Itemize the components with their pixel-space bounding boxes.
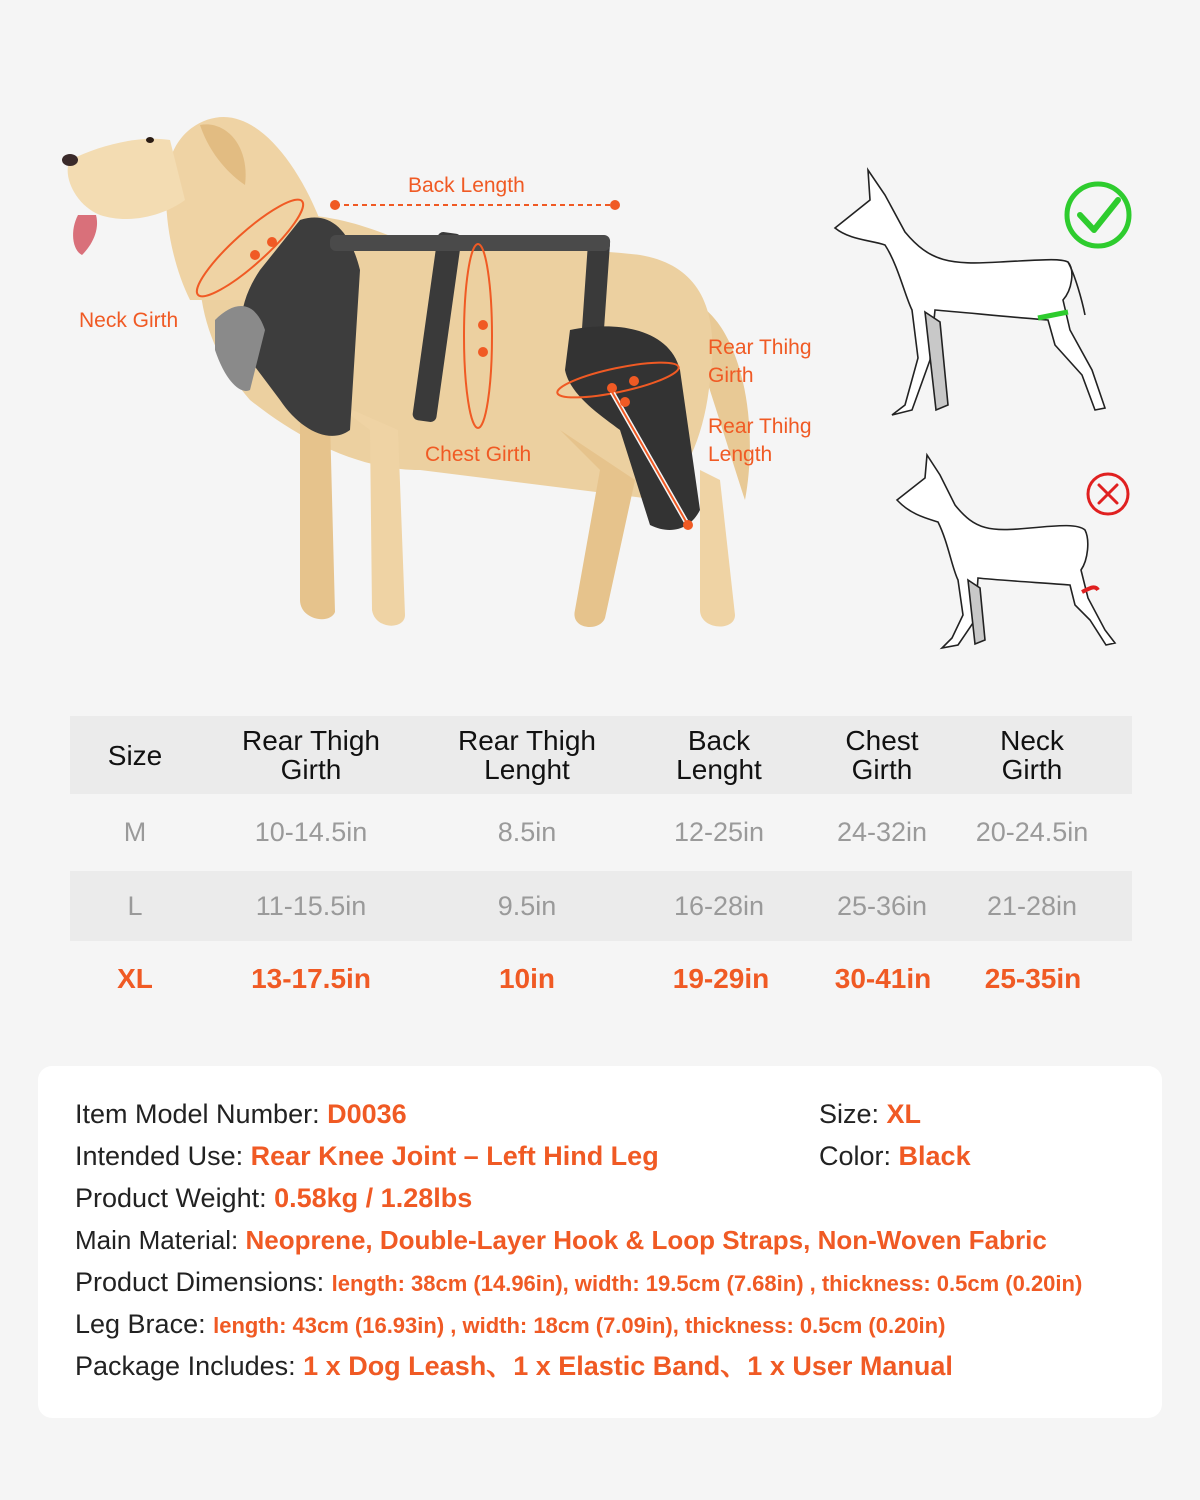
rear-thigh-length-label-line1: Rear Thihg: [708, 415, 812, 438]
info-product-dimensions: Product Dimensions: length: 38cm (14.96in), width: 19.5cm (7.68in) , thickness: 0.5cm (0.20in): [75, 1267, 1083, 1297]
x-circle-icon: [1088, 474, 1128, 514]
rear-thigh-girth-label-line1: Rear Thihg: [708, 336, 812, 359]
cell-rear-thigh-girth: 11-15.5in: [255, 890, 367, 921]
cell-neck-girth: 25-35in: [984, 963, 1082, 994]
cell-rear-thigh-length: 9.5in: [497, 890, 557, 921]
correct-placement-dog: [835, 170, 1105, 415]
info-color: Color: Black: [819, 1141, 971, 1171]
back-length-label: Back Length: [408, 174, 525, 197]
table-row: [70, 871, 1132, 941]
rear-thigh-girth-label-line2: Girth: [708, 364, 754, 387]
cell-rear-thigh-girth: 13-17.5in: [251, 963, 371, 994]
info-model-number: Item Model Number: D0036: [75, 1099, 407, 1129]
cell-chest-girth: 24-32in: [836, 816, 928, 847]
header-back-length: Back Lenght: [676, 725, 762, 785]
info-size: Size: XL: [819, 1099, 922, 1129]
cell-rear-thigh-length: 8.5in: [497, 816, 557, 847]
header-rear-thigh-girth: Rear Thigh Girth: [241, 725, 381, 785]
rear-thigh-length-label: [708, 413, 812, 469]
cell-chest-girth: 25-36in: [836, 890, 928, 921]
cell-back-length: 12-25in: [673, 816, 765, 847]
header-chest-girth: Chest Girth: [845, 725, 919, 785]
cell-size: L: [127, 890, 143, 921]
measurement-figure: [0, 0, 1200, 690]
header-size: Size: [107, 739, 163, 771]
cell-neck-girth: 20-24.5in: [975, 816, 1089, 847]
info-package-includes: Package Includes: 1 x Dog Leash、1 x Elastic Band、1 x User Manual: [75, 1351, 953, 1381]
info-intended-use: Intended Use: Rear Knee Joint – Left Hind Leg: [75, 1141, 659, 1171]
cell-rear-thigh-length: 10in: [498, 963, 556, 994]
header-neck-girth: Neck Girth: [1000, 725, 1064, 785]
cell-neck-girth: 21-28in: [986, 890, 1078, 921]
table-row-highlighted: [70, 941, 1132, 1017]
info-leg-brace: Leg Brace: length: 43cm (16.93in) , width: 18cm (7.09in), thickness: 0.5cm (0.20in): [75, 1309, 946, 1339]
check-circle-icon: [1067, 184, 1129, 246]
cell-chest-girth: 30-41in: [834, 963, 932, 994]
rear-thigh-girth-label: [708, 334, 812, 390]
table-header-row: [70, 716, 1132, 794]
cell-size: M: [123, 816, 147, 847]
cell-back-length: 19-29in: [672, 963, 770, 994]
cell-back-length: 16-28in: [673, 890, 765, 921]
size-chart-table: [70, 716, 1132, 1017]
cell-size: XL: [117, 963, 153, 994]
header-rear-thigh-length: Rear Thigh Lenght: [457, 725, 597, 785]
cell-rear-thigh-girth: 10-14.5in: [254, 816, 368, 847]
info-main-material: Main Material: Neoprene, Double-Layer Hook & Loop Straps, Non-Woven Fabric: [75, 1225, 1047, 1255]
product-info-card: [38, 1066, 1162, 1418]
info-product-weight: Product Weight: 0.58kg / 1.28lbs: [75, 1183, 473, 1213]
rear-thigh-length-label-line2: Length: [708, 443, 773, 466]
neck-girth-label: Neck Girth: [79, 309, 179, 332]
incorrect-placement-dog: [897, 455, 1115, 648]
table-row: [70, 794, 1132, 870]
dog-illustration: [0, 0, 1200, 690]
chest-girth-label: Chest Girth: [425, 443, 532, 466]
